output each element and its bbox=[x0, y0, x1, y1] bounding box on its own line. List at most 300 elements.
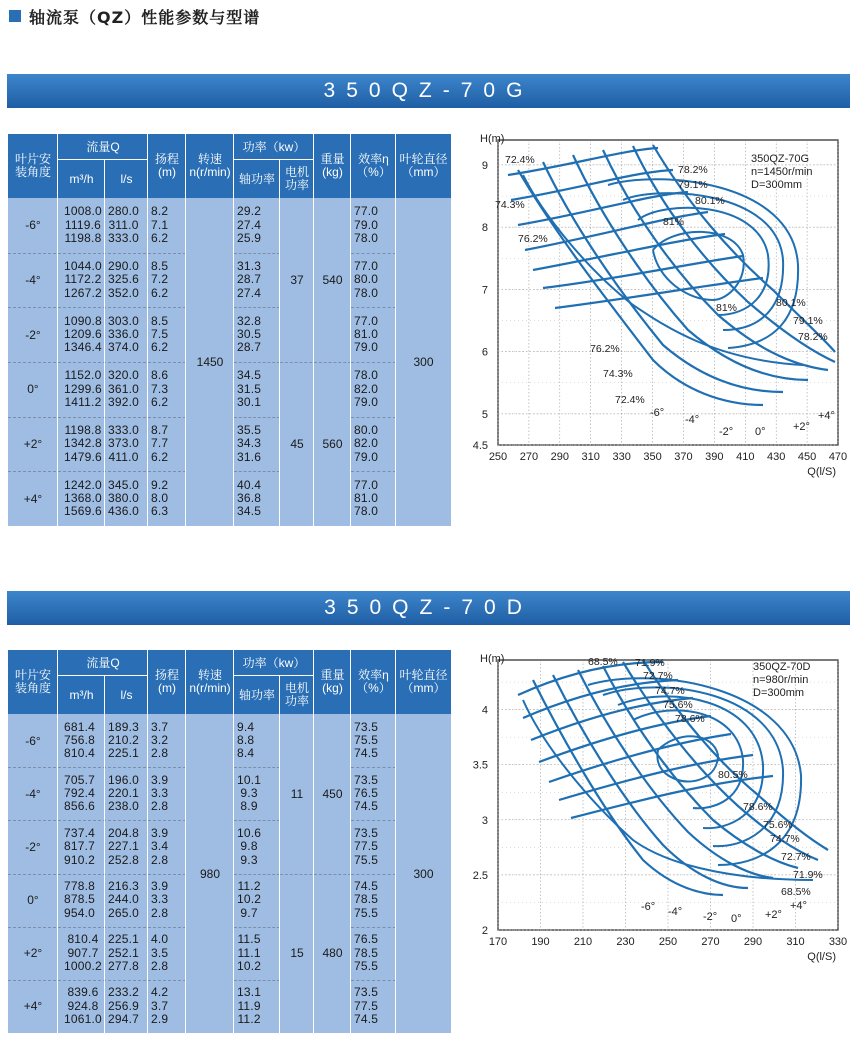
value-shaft: 32.8 bbox=[237, 313, 262, 328]
y-tick-label: 3.5 bbox=[472, 759, 488, 772]
value-eff: 78.0 bbox=[354, 230, 379, 245]
value-m3h: 1342.8 bbox=[64, 436, 102, 451]
x-tick-label: 330 bbox=[612, 451, 631, 463]
value-m3h: 1090.8 bbox=[64, 313, 102, 328]
value-ls: 252.1 bbox=[108, 945, 140, 960]
grid-line bbox=[147, 650, 148, 714]
grid-line bbox=[233, 714, 234, 1033]
group-divider bbox=[351, 307, 396, 308]
cell-speed: 1450 bbox=[196, 355, 224, 369]
value-head: 6.2 bbox=[151, 230, 169, 245]
cell-head bbox=[148, 362, 186, 417]
efficiency-label: 74.7% bbox=[655, 685, 685, 697]
blade-angle-label: -2° bbox=[703, 911, 718, 923]
value-ls: 352.0 bbox=[108, 285, 140, 300]
header-angle: 叶片安 装角度 bbox=[8, 134, 58, 198]
value-ls: 244.0 bbox=[108, 892, 140, 907]
value-shaft: 9.8 bbox=[240, 839, 258, 854]
value-head: 7.2 bbox=[151, 272, 169, 287]
row-angle: -2° bbox=[25, 327, 41, 342]
cell-shaft bbox=[234, 307, 280, 362]
value-shaft: 31.3 bbox=[237, 259, 262, 274]
cell-head bbox=[148, 927, 186, 980]
header-shaft-power: 轴功率 bbox=[234, 676, 280, 714]
value-shaft: 9.4 bbox=[237, 719, 255, 734]
row-angle: -4° bbox=[25, 786, 41, 801]
group-divider bbox=[234, 253, 280, 254]
x-tick-label: 390 bbox=[705, 451, 724, 463]
value-eff: 75.5 bbox=[354, 852, 379, 867]
cell-m3h bbox=[58, 417, 105, 472]
value-head: 6.2 bbox=[151, 340, 169, 355]
value-eff: 75.5 bbox=[354, 958, 379, 973]
header-impeller: 叶轮直径 （mm） bbox=[396, 650, 451, 714]
cell-shaft bbox=[234, 198, 280, 253]
cell-impeller: 300 bbox=[413, 355, 434, 369]
value-ls: 392.0 bbox=[108, 394, 140, 409]
cell-weight: 540 bbox=[322, 273, 343, 287]
group-divider bbox=[234, 417, 280, 418]
cell-m3h bbox=[58, 980, 105, 1033]
group-divider bbox=[8, 417, 186, 418]
group-divider bbox=[351, 362, 396, 363]
value-m3h: 907.7 bbox=[67, 945, 99, 960]
efficiency-label: 74.3% bbox=[603, 368, 633, 380]
value-shaft: 11.2 bbox=[237, 879, 261, 894]
grid-line bbox=[279, 676, 280, 714]
value-eff: 77.0 bbox=[354, 204, 379, 219]
cell-shaft bbox=[234, 714, 280, 767]
cell-eff bbox=[351, 714, 396, 767]
spec-table-350qz-70d bbox=[8, 650, 451, 1033]
value-m3h: 1044.0 bbox=[64, 259, 102, 274]
value-shaft: 8.8 bbox=[237, 732, 255, 747]
x-tick-label: 290 bbox=[743, 936, 763, 948]
cell-shaft bbox=[234, 417, 280, 472]
grid-line bbox=[234, 675, 314, 676]
group-divider bbox=[8, 362, 186, 363]
value-ls: 336.0 bbox=[108, 327, 140, 341]
value-m3h: 1411.2 bbox=[64, 394, 102, 409]
grid-line bbox=[185, 650, 186, 714]
grid-line bbox=[395, 714, 396, 1033]
value-head: 3.3 bbox=[151, 786, 169, 801]
grid-line bbox=[279, 198, 280, 526]
cell-eff bbox=[351, 927, 396, 980]
performance-chart-350qz-70g bbox=[463, 130, 848, 480]
value-head: 4.2 bbox=[151, 985, 169, 1000]
header-flow: 流量Q bbox=[58, 650, 148, 676]
grid-line bbox=[104, 676, 105, 714]
title-square-icon bbox=[9, 10, 21, 22]
header-flow-m3h: m³/h bbox=[58, 676, 105, 714]
cell-ls bbox=[105, 820, 148, 873]
efficiency-label: 78.6% bbox=[743, 801, 773, 813]
x-axis-label: Q(l/S) bbox=[807, 951, 836, 963]
cell-weight: 450 bbox=[322, 786, 343, 801]
value-ls: 233.2 bbox=[108, 985, 140, 1000]
chart-legend-line: n=980r/min bbox=[753, 674, 809, 686]
value-shaft: 9.7 bbox=[240, 905, 258, 920]
header-impeller: 叶轮直径 （mm） bbox=[396, 134, 451, 198]
value-m3h: 910.2 bbox=[64, 852, 96, 867]
cell-shaft bbox=[234, 874, 280, 927]
value-m3h: 756.8 bbox=[64, 732, 96, 747]
value-shaft: 10.2 bbox=[237, 892, 262, 907]
cell-motor-power: 45 bbox=[290, 437, 304, 451]
y-tick-label: 8 bbox=[481, 222, 488, 235]
grid-line bbox=[104, 198, 105, 526]
grid-line bbox=[313, 650, 314, 714]
cell-impeller: 300 bbox=[413, 866, 434, 881]
value-m3h: 1198.8 bbox=[64, 423, 102, 438]
value-m3h: 817.7 bbox=[64, 839, 96, 854]
group-divider bbox=[351, 820, 396, 821]
value-shaft: 11.1 bbox=[237, 945, 261, 960]
value-head: 6.3 bbox=[151, 504, 169, 519]
value-ls: 436.0 bbox=[108, 504, 140, 519]
group-divider bbox=[8, 253, 186, 254]
x-tick-label: 310 bbox=[786, 936, 805, 948]
value-head: 4.0 bbox=[151, 932, 169, 947]
grid-line bbox=[395, 198, 396, 526]
cell-m3h bbox=[58, 820, 105, 873]
cell-shaft bbox=[234, 980, 280, 1033]
cell-ls bbox=[105, 198, 148, 253]
value-eff: 80.0 bbox=[354, 272, 379, 287]
cell-ls bbox=[105, 714, 148, 767]
value-ls: 210.2 bbox=[108, 732, 140, 747]
cell-m3h bbox=[58, 927, 105, 980]
value-shaft: 31.6 bbox=[237, 449, 262, 464]
cell-head bbox=[148, 417, 186, 472]
efficiency-label: 75.6% bbox=[763, 819, 793, 831]
value-head: 8.0 bbox=[151, 491, 169, 505]
x-tick-label: 210 bbox=[573, 936, 593, 948]
cell-m3h bbox=[58, 714, 105, 767]
chart-legend-line: n=1450r/min bbox=[751, 166, 813, 178]
chart-legend-line: 350QZ-70D bbox=[753, 661, 811, 673]
grid-line bbox=[350, 134, 351, 198]
value-eff: 82.0 bbox=[354, 436, 379, 451]
value-shaft: 10.2 bbox=[237, 958, 262, 973]
value-m3h: 1299.6 bbox=[64, 381, 102, 396]
value-head: 6.2 bbox=[151, 449, 169, 464]
grid-line bbox=[147, 134, 148, 198]
grid-line bbox=[279, 160, 280, 198]
grid-line bbox=[350, 198, 351, 526]
header-speed: 转速 n(r/min) bbox=[186, 650, 234, 714]
row-angle: +4° bbox=[23, 491, 43, 506]
cell-ls bbox=[105, 874, 148, 927]
value-ls: 277.8 bbox=[108, 958, 140, 973]
value-head: 2.8 bbox=[151, 852, 169, 867]
group-divider bbox=[351, 417, 396, 418]
value-ls: 280.0 bbox=[108, 204, 140, 219]
value-eff: 77.0 bbox=[354, 259, 379, 274]
value-head: 8.6 bbox=[151, 368, 169, 383]
efficiency-label: 80.1% bbox=[776, 297, 806, 309]
cell-shaft bbox=[234, 927, 280, 980]
efficiency-label: 75.6% bbox=[663, 699, 693, 711]
value-ls: 216.3 bbox=[108, 879, 140, 894]
model-band-2: 350QZ-70D bbox=[7, 591, 850, 625]
value-ls: 361.0 bbox=[108, 381, 140, 396]
blade-angle-label: -6° bbox=[641, 901, 656, 913]
value-eff: 74.5 bbox=[354, 746, 379, 761]
value-m3h: 792.4 bbox=[64, 786, 96, 801]
group-divider bbox=[8, 307, 186, 308]
efficiency-label: 80.1% bbox=[695, 195, 725, 207]
group-divider bbox=[234, 471, 280, 472]
cell-m3h bbox=[58, 198, 105, 253]
value-ls: 411.0 bbox=[108, 449, 139, 464]
value-eff: 76.5 bbox=[354, 932, 379, 947]
cell-head bbox=[148, 198, 186, 253]
value-m3h: 856.6 bbox=[64, 799, 96, 814]
chart-legend-line: D=300mm bbox=[753, 687, 805, 699]
cell-eff bbox=[351, 253, 396, 308]
cell-m3h bbox=[58, 307, 105, 362]
value-ls: 294.7 bbox=[108, 1012, 140, 1027]
header-flow-ls: l/s bbox=[105, 676, 148, 714]
group-divider bbox=[351, 767, 396, 768]
value-eff: 73.5 bbox=[354, 772, 379, 787]
grid-line bbox=[234, 159, 314, 160]
value-shaft: 40.4 bbox=[237, 477, 262, 492]
value-head: 3.9 bbox=[151, 879, 169, 894]
blade-angle-label: -6° bbox=[650, 407, 665, 419]
efficiency-label: 79.1% bbox=[793, 315, 823, 327]
row-angle: -4° bbox=[25, 272, 41, 287]
header-head: 扬程 (m) bbox=[148, 134, 186, 198]
cell-weight: 480 bbox=[322, 946, 343, 961]
x-tick-label: 270 bbox=[519, 451, 539, 463]
value-ls: 333.0 bbox=[108, 423, 140, 438]
x-tick-label: 250 bbox=[488, 451, 508, 463]
value-ls: 333.0 bbox=[108, 230, 140, 245]
chart-legend-line: D=300mm bbox=[751, 179, 803, 191]
value-eff: 77.0 bbox=[354, 313, 379, 328]
value-ls: 373.0 bbox=[108, 436, 140, 451]
value-shaft: 34.3 bbox=[237, 436, 262, 451]
cell-motor-power: 11 bbox=[290, 786, 304, 801]
x-tick-label: 410 bbox=[736, 451, 755, 463]
grid-line bbox=[233, 198, 234, 526]
value-head: 3.2 bbox=[151, 732, 169, 747]
y-axis-label: H(m) bbox=[480, 653, 505, 665]
value-head: 3.3 bbox=[151, 892, 169, 907]
value-shaft: 36.8 bbox=[237, 491, 262, 505]
cell-m3h bbox=[58, 471, 105, 526]
cell-ls bbox=[105, 253, 148, 308]
value-shaft: 10.1 bbox=[237, 772, 262, 787]
value-m3h: 878.5 bbox=[64, 892, 96, 907]
value-head: 6.2 bbox=[151, 394, 169, 409]
value-head: 8.5 bbox=[151, 313, 169, 328]
efficiency-label: 78.2% bbox=[798, 331, 828, 343]
value-ls: 374.0 bbox=[108, 340, 140, 355]
x-tick-label: 450 bbox=[797, 451, 817, 463]
value-m3h: 1198.8 bbox=[64, 230, 102, 245]
y-tick-label: 2.5 bbox=[472, 869, 488, 882]
x-tick-label: 290 bbox=[550, 451, 569, 463]
efficiency-label: 71.9% bbox=[635, 657, 665, 669]
page-title-text: 轴流泵（QZ）性能参数与型谱 bbox=[29, 7, 261, 27]
value-shaft: 11.9 bbox=[237, 998, 261, 1013]
group-divider bbox=[351, 874, 396, 875]
grid-line bbox=[185, 714, 186, 1033]
x-tick-label: 330 bbox=[828, 936, 848, 948]
cell-shaft bbox=[234, 471, 280, 526]
value-head: 2.8 bbox=[151, 746, 169, 761]
value-m3h: 1479.6 bbox=[64, 449, 102, 464]
grid-line bbox=[395, 134, 396, 198]
value-m3h: 1172.2 bbox=[64, 272, 102, 287]
blade-angle-label: -2° bbox=[719, 426, 734, 438]
cell-ls bbox=[105, 980, 148, 1033]
value-ls: 204.8 bbox=[108, 825, 140, 840]
value-ls: 345.0 bbox=[108, 477, 140, 492]
y-tick-label: 4 bbox=[481, 704, 488, 717]
cell-eff bbox=[351, 362, 396, 417]
group-divider bbox=[8, 980, 186, 981]
cell-head bbox=[148, 980, 186, 1033]
x-tick-label: 430 bbox=[767, 451, 786, 463]
x-tick-label: 230 bbox=[616, 936, 635, 948]
value-m3h: 1209.6 bbox=[64, 327, 102, 341]
value-head: 3.7 bbox=[151, 719, 169, 734]
row-angle: +4° bbox=[23, 999, 43, 1014]
value-head: 6.2 bbox=[151, 285, 169, 300]
value-m3h: 1000.2 bbox=[64, 958, 102, 973]
group-divider bbox=[234, 307, 280, 308]
grid-line bbox=[104, 160, 105, 198]
grid-line bbox=[57, 134, 58, 198]
cell-m3h bbox=[58, 362, 105, 417]
value-ls: 320.0 bbox=[108, 368, 140, 383]
group-divider bbox=[234, 874, 280, 875]
value-eff: 78.0 bbox=[354, 368, 379, 383]
y-tick-label: 9 bbox=[481, 159, 488, 172]
value-m3h: 839.6 bbox=[67, 985, 99, 1000]
value-m3h: 705.7 bbox=[64, 772, 96, 787]
blade-angle-label: 0° bbox=[731, 913, 742, 925]
grid-line bbox=[104, 714, 105, 1033]
value-m3h: 681.4 bbox=[64, 719, 96, 734]
cell-ls bbox=[105, 767, 148, 820]
model-band-1: 350QZ-70G bbox=[7, 74, 850, 108]
x-axis-label: Q(l/S) bbox=[807, 466, 836, 478]
cell-eff bbox=[351, 980, 396, 1033]
group-divider bbox=[8, 820, 186, 821]
value-eff: 82.0 bbox=[354, 381, 379, 396]
value-head: 8.2 bbox=[151, 204, 169, 219]
cell-m3h bbox=[58, 874, 105, 927]
blade-angle-label: +2° bbox=[793, 421, 810, 433]
efficiency-label: 74.7% bbox=[770, 833, 800, 845]
value-ls: 380.0 bbox=[108, 491, 140, 505]
value-head: 7.1 bbox=[151, 217, 169, 232]
value-head: 7.5 bbox=[151, 327, 169, 341]
value-shaft: 13.1 bbox=[237, 985, 262, 1000]
header-weight: 重量 (kg) bbox=[314, 650, 351, 714]
grid-line bbox=[350, 714, 351, 1033]
value-eff: 79.0 bbox=[354, 394, 379, 409]
group-divider bbox=[234, 980, 280, 981]
header-weight: 重量 (kg) bbox=[314, 134, 351, 198]
value-m3h: 1008.0 bbox=[64, 204, 102, 219]
value-ls: 256.9 bbox=[108, 998, 140, 1013]
value-ls: 265.0 bbox=[108, 905, 140, 920]
value-shaft: 11.5 bbox=[237, 932, 261, 947]
cell-head bbox=[148, 307, 186, 362]
value-eff: 79.0 bbox=[354, 449, 379, 464]
efficiency-label: 72.4% bbox=[505, 154, 535, 166]
efficiency-label: 79.1% bbox=[678, 179, 708, 191]
cell-ls bbox=[105, 307, 148, 362]
group-divider bbox=[234, 362, 280, 363]
header-shaft-power: 轴功率 bbox=[234, 160, 280, 198]
value-ls: 252.8 bbox=[108, 852, 140, 867]
group-divider bbox=[234, 927, 280, 928]
value-m3h: 1061.0 bbox=[64, 1012, 102, 1027]
row-angle: +2° bbox=[23, 946, 43, 961]
blade-angle-label: 0° bbox=[755, 426, 766, 438]
value-shaft: 11.2 bbox=[237, 1012, 261, 1027]
row-angle: -2° bbox=[25, 839, 41, 854]
value-shaft: 9.3 bbox=[240, 786, 258, 801]
page-title bbox=[9, 4, 260, 28]
x-tick-label: 370 bbox=[674, 451, 693, 463]
value-eff: 73.5 bbox=[354, 825, 379, 840]
group-divider bbox=[351, 471, 396, 472]
cell-shaft bbox=[234, 253, 280, 308]
value-shaft: 8.9 bbox=[240, 799, 258, 814]
efficiency-label: 76.2% bbox=[518, 233, 548, 245]
value-m3h: 1346.4 bbox=[64, 340, 102, 355]
value-head: 3.9 bbox=[151, 825, 169, 840]
efficiency-label: 81% bbox=[716, 302, 738, 314]
blade-angle-label: -4° bbox=[668, 906, 683, 918]
value-shaft: 10.6 bbox=[237, 825, 262, 840]
grid-line bbox=[395, 650, 396, 714]
grid-line bbox=[279, 714, 280, 1033]
value-shaft: 34.5 bbox=[237, 368, 262, 383]
value-eff: 78.0 bbox=[354, 504, 379, 519]
blade-angle-label: +2° bbox=[765, 909, 782, 921]
cell-eff bbox=[351, 307, 396, 362]
efficiency-label: 68.5% bbox=[588, 656, 618, 668]
value-head: 2.8 bbox=[151, 799, 169, 814]
performance-chart-350qz-70d bbox=[463, 650, 848, 965]
cell-motor-power: 15 bbox=[290, 946, 304, 961]
header-motor-power: 电机 功率 bbox=[280, 160, 314, 198]
header-flow-m3h: m³/h bbox=[58, 160, 105, 198]
value-shaft: 34.5 bbox=[237, 504, 262, 519]
cell-head bbox=[148, 767, 186, 820]
value-eff: 78.5 bbox=[354, 892, 379, 907]
value-ls: 225.1 bbox=[108, 746, 140, 761]
value-head: 8.7 bbox=[151, 423, 169, 438]
header-flow-ls: l/s bbox=[105, 160, 148, 198]
x-tick-label: 350 bbox=[643, 451, 662, 463]
efficiency-label: 78.2% bbox=[678, 164, 708, 176]
spec-table-350qz-70g bbox=[8, 134, 451, 526]
value-ls: 303.0 bbox=[108, 313, 140, 328]
value-head: 3.4 bbox=[151, 839, 169, 854]
cell-eff bbox=[351, 874, 396, 927]
